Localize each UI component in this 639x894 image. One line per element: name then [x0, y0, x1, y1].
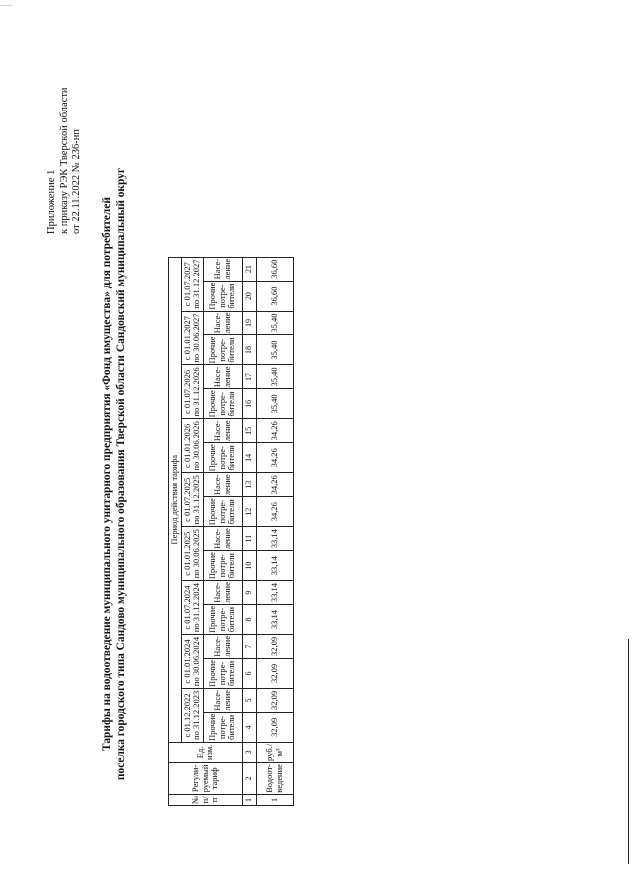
header-population-line: Насе- [212, 690, 222, 711]
tariff-value: 33,14 [256, 581, 293, 605]
header-population-line: ление [221, 312, 232, 334]
period-header-line: с 01.07.2024 [181, 585, 192, 630]
header-other-consumers [203, 443, 242, 473]
tariff-value: 36,60 [256, 257, 293, 281]
column-number: 4 [242, 712, 256, 742]
row-unit-line: руб./ [264, 743, 274, 761]
period-header-line: по 31.12.2024 [191, 582, 201, 633]
header-row-number-line: № [190, 795, 200, 804]
column-number: 8 [242, 605, 256, 635]
header-other-consumers-line: потре- [216, 553, 227, 578]
period-header-line: по 31.12.2027 [191, 259, 201, 309]
column-number: 18 [242, 335, 256, 365]
header-population-line: Насе- [212, 420, 222, 442]
tariff-table [168, 257, 294, 806]
header-population [203, 365, 242, 389]
appendix-line-1: Приложение 1 [46, 169, 57, 234]
header-other-consumers [203, 605, 242, 635]
tariff-value: 34,26 [256, 497, 293, 527]
header-other-consumers-line: потре- [216, 500, 227, 524]
column-number: 15 [242, 419, 256, 443]
header-other-consumers-line: бители [226, 445, 237, 471]
column-number: 3 [242, 742, 256, 762]
header-population-line: Насе- [212, 312, 222, 334]
header-other-consumers-line: бители [226, 391, 237, 417]
column-number: 6 [242, 658, 256, 688]
tariff-value: 33,14 [256, 551, 293, 581]
tariff-value: 33,14 [256, 527, 293, 551]
table-row [256, 257, 293, 805]
period-header [181, 581, 203, 635]
header-population-line: ление [221, 528, 232, 550]
header-population-line: ление [221, 420, 232, 442]
tariff-value: 32,09 [256, 688, 293, 712]
tariff-value: 34,26 [256, 443, 293, 473]
header-other-consumers-line: Прочие [207, 336, 218, 364]
tariff-value: 34,26 [256, 419, 293, 443]
header-other-consumers-line: бители [226, 553, 237, 579]
header-population [203, 473, 242, 497]
period-header-line: по 30.06.2026 [191, 421, 201, 471]
tariff-value: 35,40 [256, 389, 293, 419]
period-header-line: с 01.01.2025 [181, 531, 192, 576]
header-row-number-line: п/ [199, 796, 210, 804]
header-other-consumers-line: Прочие [207, 552, 218, 580]
tariff-table-body [169, 257, 294, 805]
row-number: 1 [256, 794, 293, 805]
period-header [181, 365, 203, 419]
header-row-number-line: п [209, 797, 219, 803]
header-other-consumers-line: Прочие [207, 498, 218, 526]
period-header-line: по 31.12.2025 [191, 475, 201, 525]
appendix-block [46, 24, 84, 234]
period-header [181, 257, 203, 311]
column-number: 21 [242, 257, 256, 281]
column-number-row [242, 257, 256, 805]
period-header-line: с 01.12.2022 [181, 693, 192, 738]
header-population-line: ление [221, 582, 232, 604]
period-header [181, 473, 203, 527]
row-service-name [256, 762, 293, 794]
tariff-value: 36,60 [256, 281, 293, 311]
row-service-name-line: ведение [273, 764, 284, 793]
header-population [203, 688, 242, 712]
period-header-line: с 01.01.2027 [181, 315, 192, 361]
header-other-consumers [203, 335, 242, 365]
tariff-value: 35,40 [256, 365, 293, 389]
column-number: 17 [242, 365, 256, 389]
period-header-line: с 01.01.2024 [181, 639, 192, 684]
header-other-consumers-line: бители [226, 283, 237, 309]
title-line-2: поселка городского типа Сандово муниципального образования Тверской области Сандовский муниципальный округ [115, 167, 127, 781]
header-other-consumers-line: потре- [216, 661, 227, 686]
period-header-line: по 31.12.2026 [191, 367, 201, 417]
header-population-line: ление [221, 258, 232, 280]
header-unit-line: изм. [204, 744, 215, 761]
header-other-consumers-line: потре- [216, 338, 227, 362]
header-population-line: ление [221, 689, 232, 711]
period-header [181, 311, 203, 365]
column-number: 13 [242, 473, 256, 497]
period-header-line: с 01.07.2025 [181, 477, 192, 522]
header-regulated-tariff-line: руемый [199, 764, 210, 793]
header-population [203, 419, 242, 443]
column-number: 7 [242, 635, 256, 659]
scan-mark [0, 5, 12, 6]
period-header-line: с 01.01.2026 [181, 423, 192, 468]
header-other-consumers-line: потре- [216, 607, 227, 632]
header-other-consumers-line: потре- [216, 392, 227, 416]
period-header-line: по 30.06.2024 [191, 636, 201, 687]
header-population-line: Насе- [212, 474, 222, 495]
header-population [203, 635, 242, 659]
header-population-line: Насе- [212, 366, 222, 388]
period-header-line: с 01.07.2027 [181, 262, 192, 307]
tariff-value: 35,40 [256, 311, 293, 335]
tariff-value: 32,09 [256, 658, 293, 688]
header-population [203, 527, 242, 551]
header-other-consumers-line: Прочие [207, 282, 218, 310]
period-header [181, 527, 203, 581]
column-number: 1 [242, 794, 256, 805]
title-line-1: Тарифы на водоотведение муниципального унитарного предприятия «Фонд имущества» для потребителей [101, 197, 113, 751]
header-population-line: Насе- [212, 258, 222, 280]
tariff-value: 34,26 [256, 473, 293, 497]
header-other-consumers-line: потре- [216, 284, 227, 308]
header-row-number [169, 794, 243, 805]
header-population-line: ление [221, 366, 232, 388]
header-row-consumers [203, 257, 242, 805]
header-other-consumers-line: Прочие [207, 444, 218, 472]
appendix-line-3: от 22.11.2022 № 236-нп [71, 129, 82, 234]
column-number: 16 [242, 389, 256, 419]
period-header [181, 635, 203, 689]
header-other-consumers-line: бители [226, 499, 237, 525]
header-population-line: Насе- [212, 528, 222, 549]
row-unit [256, 742, 293, 762]
column-number: 5 [242, 688, 256, 712]
period-header-line: по 30.06.2025 [191, 529, 201, 579]
header-other-consumers-line: Прочие [207, 713, 218, 741]
header-other-consumers-line: бители [226, 660, 237, 687]
period-header-line: по 30.06.2027 [191, 313, 201, 363]
tariff-value: 32,09 [256, 712, 293, 742]
header-regulated-tariff [169, 762, 243, 794]
header-unit-line: Ед. [194, 746, 205, 759]
header-other-consumers-line: бители [226, 606, 237, 633]
header-other-consumers [203, 551, 242, 581]
header-other-consumers-line: бители [226, 337, 237, 363]
period-header [181, 419, 203, 473]
period-header-line: по 31.12.2023 [191, 690, 201, 740]
tariff-value: 33,14 [256, 605, 293, 635]
row-service-name-line: Водоот- [264, 763, 274, 793]
column-number: 10 [242, 551, 256, 581]
document-title [100, 94, 128, 854]
column-number: 14 [242, 443, 256, 473]
header-population-line: Насе- [212, 582, 222, 603]
header-other-consumers-line: Прочие [207, 659, 218, 687]
header-other-consumers [203, 389, 242, 419]
header-other-consumers [203, 712, 242, 742]
header-regulated-tariff-line: Регули- [190, 764, 200, 793]
row-unit-line: м³ [273, 748, 284, 757]
header-other-consumers-line: бители [226, 714, 237, 740]
header-population [203, 581, 242, 605]
header-row-period [169, 257, 182, 805]
footnote-rule [628, 639, 629, 864]
header-population-line: Насе- [212, 636, 222, 657]
column-number: 11 [242, 527, 256, 551]
header-other-consumers-line: потре- [216, 446, 227, 470]
header-population [203, 311, 242, 335]
period-header-line: с 01.07.2026 [181, 369, 192, 415]
header-other-consumers-line: Прочие [207, 606, 218, 634]
column-number: 12 [242, 497, 256, 527]
header-population [203, 257, 242, 281]
tariff-value: 35,40 [256, 335, 293, 365]
column-number: 9 [242, 581, 256, 605]
column-number: 2 [242, 762, 256, 794]
header-other-consumers [203, 497, 242, 527]
header-population-line: ление [221, 636, 232, 657]
period-header [181, 688, 203, 742]
header-period: Период действия тарифа [169, 257, 182, 742]
header-other-consumers-line: Прочие [207, 390, 218, 418]
header-other-consumers-line: потре- [216, 715, 227, 740]
column-number: 20 [242, 281, 256, 311]
column-number: 19 [242, 311, 256, 335]
header-other-consumers [203, 281, 242, 311]
header-regulated-tariff-line: тариф [209, 767, 219, 790]
header-population-line: ление [221, 474, 232, 496]
header-row-dates [181, 257, 203, 805]
header-unit [169, 742, 243, 762]
header-other-consumers [203, 658, 242, 688]
tariff-value: 32,09 [256, 635, 293, 659]
appendix-line-2: к приказу РЭК Тверской области [58, 87, 70, 234]
